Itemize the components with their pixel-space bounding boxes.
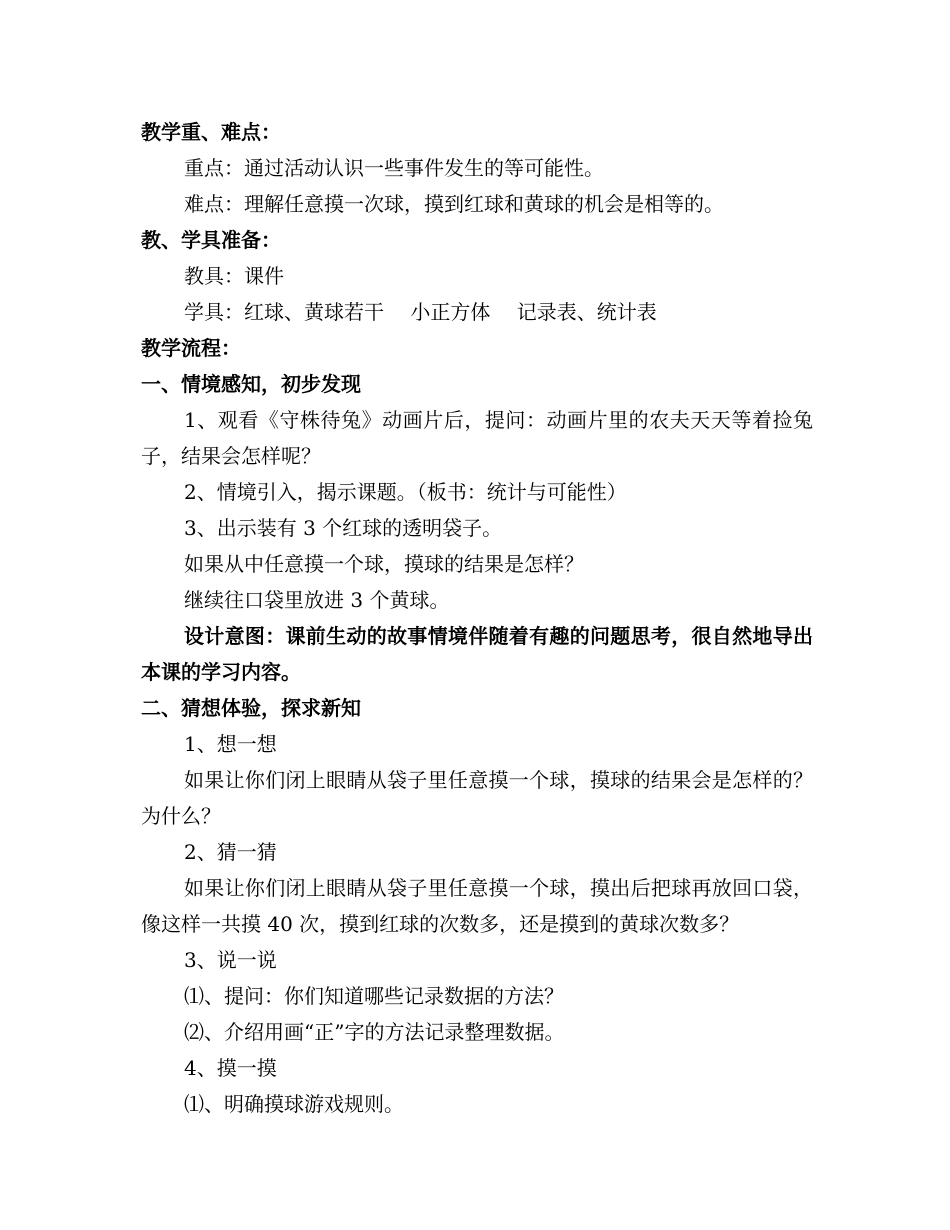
part1-design-intent: 设计意图：课前生动的故事情境伴随着有趣的问题思考，很自然地导出本课的学习内容。 (141, 624, 813, 684)
part2-item1-paragraph: 如果让你们闭上眼睛从袋子里任意摸一个球，摸球的结果会是怎样的？为什么？ (141, 768, 813, 828)
section-heading-materials: 教、学具准备： (141, 228, 281, 252)
part2-item4-title: 4、摸一摸 (184, 1056, 277, 1080)
part1-title: 一、情境感知，初步发现 (141, 372, 361, 396)
part1-item1-paragraph: 1、观看《守株待兔》动画片后，提问：动画片里的农夫天天等着捡兔子，结果会怎样呢？ (141, 408, 813, 468)
part2-item3-sub-b: ⑵、介绍用画“正”字的方法记录整理数据。 (184, 1020, 565, 1044)
part2-item3-sub-a: ⑴、提问：你们知道哪些记录数据的方法？ (184, 984, 564, 1008)
document-body (141, 114, 813, 1122)
section-heading-key-points: 教学重、难点： (141, 120, 281, 144)
part2-item3-title: 3、说一说 (184, 948, 277, 972)
teacher-tools-text: 教具：课件 (184, 264, 284, 288)
part1-question1: 如果从中任意摸一个球，摸球的结果是怎样？ (184, 552, 584, 576)
part2-item1-title: 1、想一想 (184, 732, 277, 756)
student-tools-text: 学具：红球、黄球若干 小正方体 记录表、统计表 (184, 300, 657, 324)
key-point-text: 重点：通过活动认识一些事件发生的等可能性。 (184, 156, 604, 180)
difficulty-text: 难点：理解任意摸一次球，摸到红球和黄球的机会是相等的。 (184, 192, 724, 216)
part1-item3: 3、出示装有 3 个红球的透明袋子。 (184, 516, 503, 540)
part2-item2-title: 2、猜一猜 (184, 840, 277, 864)
part2-item4-sub-a: ⑴、明确摸球游戏规则。 (184, 1092, 404, 1116)
part2-title: 二、猜想体验，探求新知 (141, 696, 361, 720)
part1-item2: 2、情境引入，揭示课题。（板书：统计与可能性） (184, 480, 627, 504)
part1-question2: 继续往口袋里放进 3 个黄球。 (184, 588, 450, 612)
part2-item2-paragraph: 如果让你们闭上眼睛从袋子里任意摸一个球，摸出后把球再放回口袋，像这样一共摸 40 次，摸到红球的次数多，还是摸到的黄球次数多？ (141, 876, 813, 936)
section-heading-process: 教学流程： (141, 336, 241, 360)
